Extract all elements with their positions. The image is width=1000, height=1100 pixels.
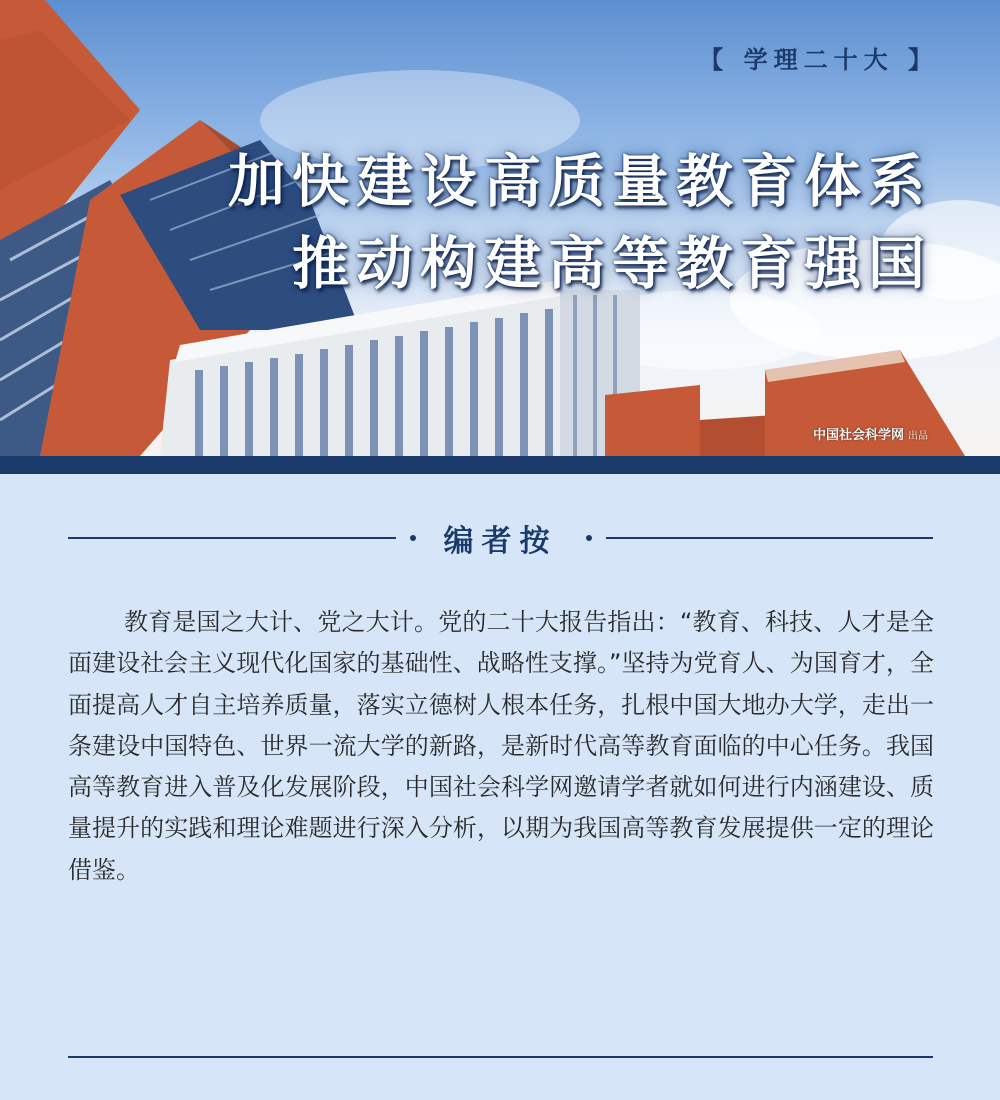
section-divider <box>68 518 933 558</box>
bullet-dot-left <box>410 535 416 541</box>
headline-line-2: 推动构建高等教育强国 <box>292 231 932 297</box>
divider-line-right <box>606 537 934 539</box>
publisher-credit <box>813 424 928 443</box>
bullet-dot-right <box>586 535 592 541</box>
banner-bottom-bar <box>0 456 1000 474</box>
editor-note-section <box>0 474 1000 1100</box>
divider-line-left <box>68 537 396 539</box>
headline-line-1: 加快建设高质量教育体系 <box>228 149 932 215</box>
publisher-name: 中国社会科学网 <box>812 428 904 443</box>
bottom-divider-line <box>68 1056 933 1058</box>
section-title: 编者按 <box>443 524 558 559</box>
hero-banner <box>0 0 1000 456</box>
editor-note-paragraph: 教育是国之大计、党之大计。党的二十大报告指出：“教育、科技、人才是全面建设社会主义现代化国家的基础性、战略性支撑。”坚持为党育人、为国育才，全面提高人才自主培养质量，落实立德树人根本任务，扎根中国大地办大学，走出一条建设中国特色、世界一流大学的新路，是新时代高等教育面临的中心任务。我国高等教育进入普及化发展阶段，中国社会科学网邀请学者就如何进行内涵建设、质量提升的实践和理论难题进行深入分析，以期为我国高等教育发展提供一定的理论借鉴。 <box>68 608 934 884</box>
column-tag: 【 学理二十大 】 <box>699 46 938 74</box>
publisher-suffix: 出品 <box>908 431 928 442</box>
